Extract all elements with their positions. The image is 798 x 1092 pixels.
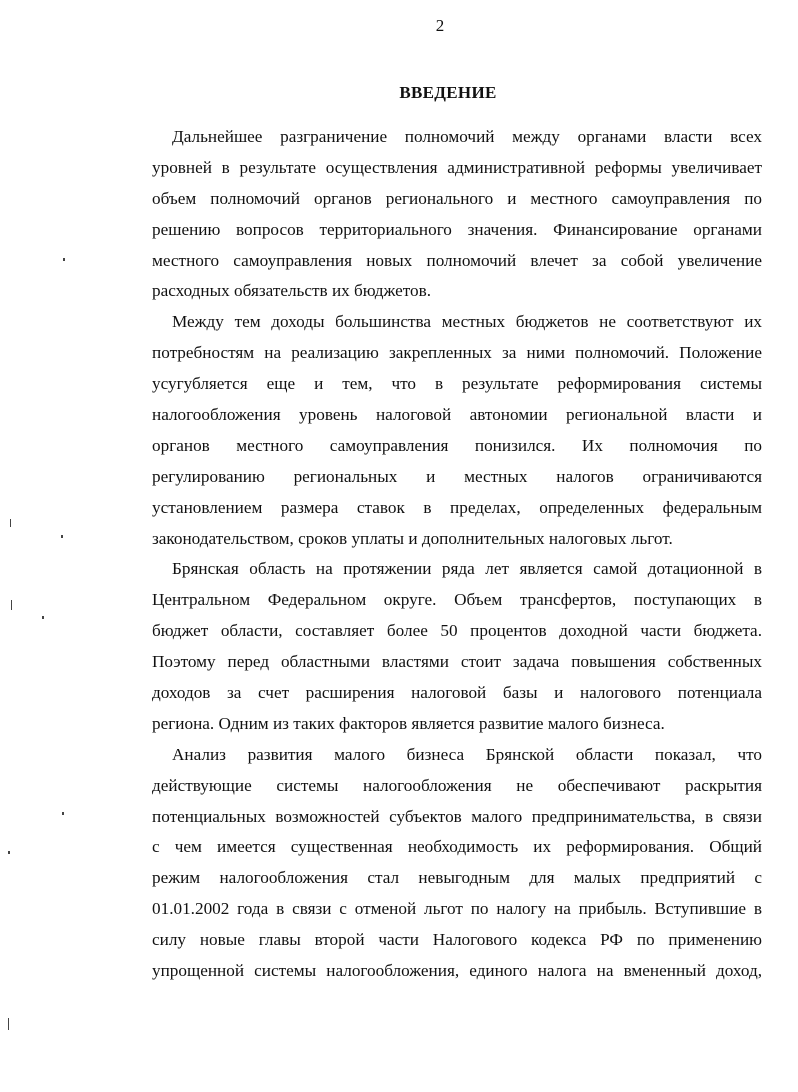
text-line: уровней в результате осуществления административной реформы увеличивает <box>152 157 762 177</box>
scan-speck <box>61 535 63 538</box>
scan-speck <box>8 851 10 854</box>
document-body <box>152 122 762 987</box>
text-line: региона. Одним из таких факторов является развитие малого бизнеса. <box>152 713 665 733</box>
paragraph <box>152 307 762 554</box>
text-line: регулированию региональных и местных налогов ограничиваются <box>152 466 762 486</box>
text-line: потенциальных возможностей субъектов малого предпринимательства, в связи <box>152 806 762 826</box>
text-line: законодательством, сроков уплаты и дополнительных налоговых льгот. <box>152 528 673 548</box>
text-line: Анализ развития малого бизнеса Брянской области показал, что <box>172 744 762 764</box>
page-number: 2 <box>435 16 445 35</box>
text-line: силу новые главы второй части Налогового кодекса РФ по применению <box>152 930 762 950</box>
text-line: Поэтому перед областными властями стоит задача повышения собственных <box>152 652 762 672</box>
text-line: Центральном Федеральном округе. Объем трансфертов, поступающих в <box>152 590 762 610</box>
text-line: бюджет области, составляет более 50 процентов доходной части бюджета. <box>152 621 762 641</box>
text-line: органов местного самоуправления понизился. Их полномочия по <box>152 435 762 455</box>
text-line: Дальнейшее разграничение полномочий между органами власти всех <box>172 127 762 146</box>
text-line: Между тем доходы большинства местных бюджетов не соответствуют их <box>172 312 762 332</box>
section-heading: ВВЕДЕНИЕ <box>399 83 497 102</box>
text-line: налогообложения уровень налоговой автономии региональной власти и <box>152 405 762 425</box>
text-line: установлением размера ставок в пределах, определенных федеральным <box>152 497 762 517</box>
scan-speck <box>11 600 12 610</box>
text-line: Брянская область на протяжении ряда лет является самой дотационной в <box>172 559 762 579</box>
text-line: действующие системы налогообложения не обеспечивают раскрытия <box>152 775 762 795</box>
text-line: доходов за счет расширения налоговой базы и налогового потенциала <box>152 683 762 703</box>
text-line: режим налогообложения стал невыгодным для малых предприятий с <box>152 868 762 888</box>
scan-speck <box>8 1018 9 1030</box>
scan-speck <box>62 812 64 815</box>
text-line: 01.01.2002 года в связи с отменой льгот по налогу на прибыль. Вступившие в <box>152 899 762 919</box>
scan-speck <box>63 258 65 261</box>
text-line: потребностям на реализацию закрепленных за ними полномочий. Положение <box>152 343 762 363</box>
scan-speck <box>10 519 11 527</box>
paragraph <box>152 740 762 987</box>
text-line: усугубляется еще и тем, что в результате реформирования системы <box>152 374 762 394</box>
scan-speck <box>42 616 44 619</box>
text-line: решению вопросов территориального значения. Финансирование органами <box>152 219 762 239</box>
paragraph <box>152 554 762 739</box>
paragraph <box>152 122 762 307</box>
text-line: местного самоуправления новых полномочий влечет за собой увеличение <box>152 250 762 270</box>
text-line: расходных обязательств их бюджетов. <box>152 281 432 301</box>
text-line: упрощенной системы налогообложения, единого налога на вмененный доход, <box>152 961 762 981</box>
text-line: объем полномочий органов регионального и местного самоуправления по <box>152 188 762 208</box>
text-line: с чем имеется существенная необходимость их реформирования. Общий <box>152 837 762 857</box>
